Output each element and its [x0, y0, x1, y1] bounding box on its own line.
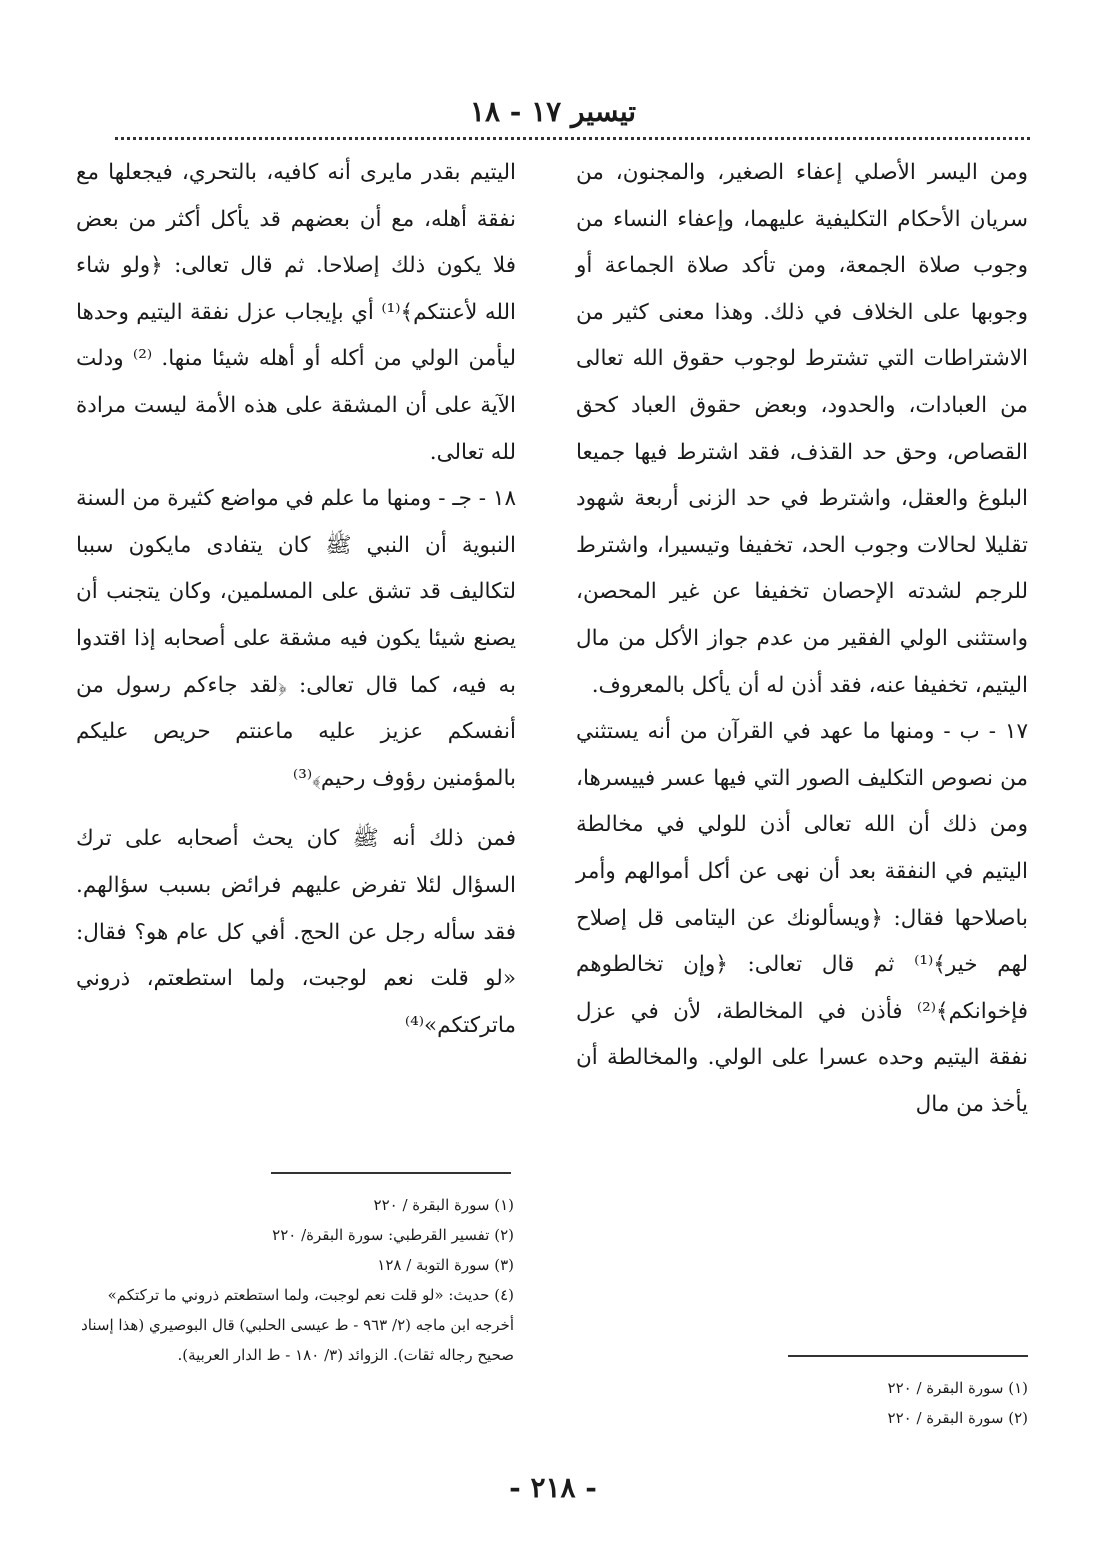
footnote: (١) سورة البقرة / ٢٢٠ — [373, 1196, 514, 1214]
footnotes-right — [588, 1373, 1028, 1433]
footnote: (٣) سورة التوبة / ١٢٨ — [377, 1256, 514, 1274]
header-dotted-rule — [115, 137, 1030, 140]
body-paragraph: ١٧ - ب - ومنها ما عهد في القرآن من أنه يستثني من نصوص التكليف الصور التي فيها عسر فييسرها، ومن ذلك أن الله تعالى أذن للولي في مخالطة اليتيم في النفقة بعد أن نهى عن أكل أموالهم وأمر باصلاحها فقال: ﴿ويسألونك عن اليتامى قل إصلاح لهم خير﴾⁽¹⁾ ثم قال تعالى: ﴿وإن تخالطوهم فإخوانكم﴾⁽²⁾ فأذن في المخالطة، لأن في عزل نفقة اليتيم وحده عسرا على الولي. والمخالطة أن يأخذ من مال — [576, 719, 1028, 1117]
body-paragraph: ١٨ - جـ - ومنها ما علم في مواضع كثيرة من السنة النبوية أن النبي ﷺ كان يتفادى مايكون سببا لتكاليف قد تشق على المسلمين، وكان يتجنب أن يصنع شيئا يكون فيه مشقة على أصحابه إذا اقتدوا به فيه، كما قال تعالى: ﴿لقد جاءكم رسول من أنفسكم عزيز عليه ماعنتم حريص عليكم بالمؤمنين رؤوف رحيم﴾⁽³⁾ — [75, 486, 516, 791]
footnote: (٢) تفسير القرطبي: سورة البقرة/ ٢٢٠ — [272, 1226, 514, 1244]
footnote-divider-right — [788, 1355, 1028, 1357]
body-paragraph: اليتيم بقدر مايرى أنه كافيه، بالتحري، فيجعلها مع نفقة أهله، مع أن بعضهم قد يأكل أكثر من بعض فلا يكون ذلك إصلاحا. ثم قال تعالى: ﴿ولو شاء الله لأعنتكم﴾⁽¹⁾ أي بإيجاب عزل نفقة اليتيم وحدها ليأمن الولي من أكله أو أهله شيئا منها. ⁽²⁾ ودلت الآية على أن المشقة على هذه الأمة ليست مرادة لله تعالى. — [76, 160, 516, 465]
footnotes-left — [74, 1190, 514, 1370]
page-number: - ٢١٨ - — [509, 1471, 597, 1504]
running-header: تيسير ١٧ - ١٨ — [469, 95, 637, 128]
footnote: (٤) حديث: «لو قلت نعم لوجبت، ولما استطعتم ذروني ما تركتكم» أخرجه ابن ماجه (٢/ ٩٦٣ - ط عيسى الحلبي) قال البوصيري (هذا إسناد صحيح رجاله ثقات). الزوائد (٣/ ١٨٠ - ط الدار العربية). — [81, 1286, 514, 1364]
left-column — [76, 150, 516, 1049]
footnote-divider-left — [271, 1172, 511, 1174]
body-paragraph: فمن ذلك أنه ﷺ كان يحث أصحابه على ترك السؤال لئلا تفرض عليهم فرائض بسبب سؤالهم. فقد سأله رجل عن الحج. أفي كل عام هو؟ فقال: «لو قلت نعم لوجبت، ولما استطعتم، ذروني ماتركتكم»⁽⁴⁾ — [76, 826, 516, 1038]
body-paragraph: ومن اليسر الأصلي إعفاء الصغير، والمجنون، من سريان الأحكام التكليفية عليهما، وإعفاء النساء من وجوب صلاة الجمعة، ومن تأكد صلاة الجماعة أو وجوبها على الخلاف في ذلك. وهذا معنى كثير من الاشتراطات التي تشترط لوجوب حقوق الله تعالى من العبادات، والحدود، وبعض حقوق العباد كحق القصاص، وحق حد القذف، فقد اشترط فيها جميعا البلوغ والعقل، واشترط في حد الزنى أربعة شهود تقليلا لحالات وجوب الحد، تخفيفا وتيسيرا، واشترط للرجم لشدته الإحصان تخفيفا عن غير المحصن، واستثنى الولي الفقير من عدم جواز الأكل من مال اليتيم، تخفيفا عنه، فقد أذن له أن يأكل بالمعروف. — [576, 160, 1028, 698]
footnote: (٢) سورة البقرة / ٢٢٠ — [887, 1409, 1028, 1427]
right-column — [576, 150, 1028, 1128]
footnote: (١) سورة البقرة / ٢٢٠ — [887, 1379, 1028, 1397]
